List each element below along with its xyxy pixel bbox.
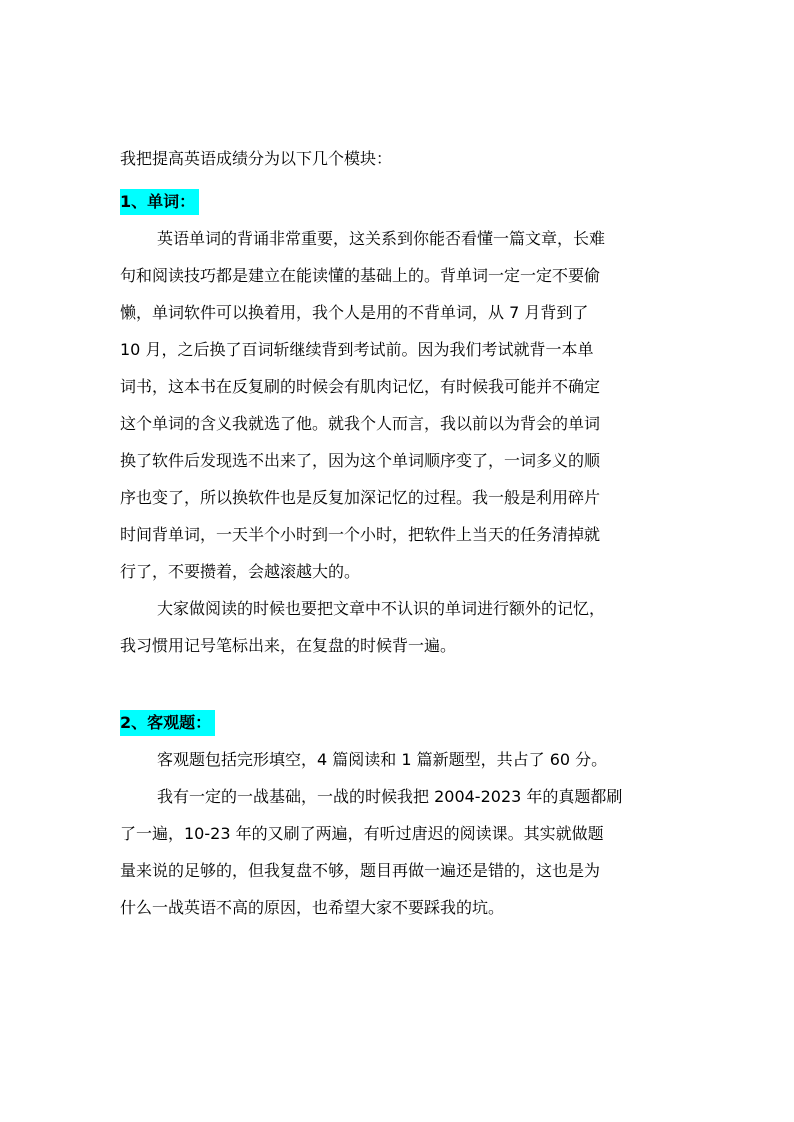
paragraph-line: 行了，不要攒着，会越滚越大的。 — [120, 562, 361, 581]
section-spacer — [120, 664, 676, 704]
paragraph-line: 序也变了，所以换软件也是反复加深记忆的过程。我一般是利用碎片 — [120, 488, 601, 507]
paragraph-line: 我习惯用记号笔标出来，在复盘的时候背一遍。 — [120, 636, 457, 655]
paragraph-line: 了一遍，10-23 年的又刷了两遍，有听过唐迟的阅读课。其实就做题 — [120, 824, 604, 843]
section-2-paragraph-2 — [120, 778, 676, 926]
paragraph-line: 10 月，之后换了百词斩继续背到考试前。因为我们考试就背一本单 — [120, 340, 594, 359]
section-1-paragraph-1 — [120, 220, 676, 590]
section-2-paragraph-1 — [120, 741, 676, 778]
section-2-heading — [120, 704, 676, 741]
paragraph-line: 英语单词的背诵非常重要，这关系到你能否看懂一篇文章，长难 — [157, 229, 606, 248]
paragraph-line: 量来说的足够的，但我复盘不够，题目再做一遍还是错的，这也是为 — [120, 861, 601, 880]
section-2-heading-label: 2、客观题： — [120, 710, 215, 736]
paragraph-line: 大家做阅读的时候也要把文章中不认识的单词进行额外的记忆， — [157, 599, 606, 618]
paragraph-line: 这个单词的含义我就选了他。就我个人而言，我以前以为背会的单词 — [120, 414, 601, 433]
paragraph-line: 词书，这本书在反复刷的时候会有肌肉记忆，有时候我可能并不确定 — [120, 377, 601, 396]
section-1-heading-label: 1、单词： — [120, 189, 199, 215]
paragraph-line: 我有一定的一战基础，一战的时候我把 2004-2023 年的真题都刷 — [157, 787, 623, 806]
paragraph-line: 时间背单词，一天半个小时到一个小时，把软件上当天的任务清掉就 — [120, 525, 601, 544]
section-1-paragraph-2 — [120, 590, 676, 664]
paragraph-line: 懒，单词软件可以换着用，我个人是用的不背单词，从 7 月背到了 — [120, 303, 589, 322]
document-page — [120, 140, 676, 926]
intro-text: 我把提高英语成绩分为以下几个模块： — [120, 149, 393, 168]
paragraph-line: 换了软件后发现选不出来了，因为这个单词顺序变了，一词多义的顺 — [120, 451, 601, 470]
paragraph-line: 什么一战英语不高的原因，也希望大家不要踩我的坑。 — [120, 898, 505, 917]
paragraph-line: 句和阅读技巧都是建立在能读懂的基础上的。背单词一定一定不要偷 — [120, 266, 601, 285]
section-1-heading — [120, 183, 676, 220]
paragraph-line: 客观题包括完形填空，4 篇阅读和 1 篇新题型，共占了 60 分。 — [157, 750, 608, 769]
